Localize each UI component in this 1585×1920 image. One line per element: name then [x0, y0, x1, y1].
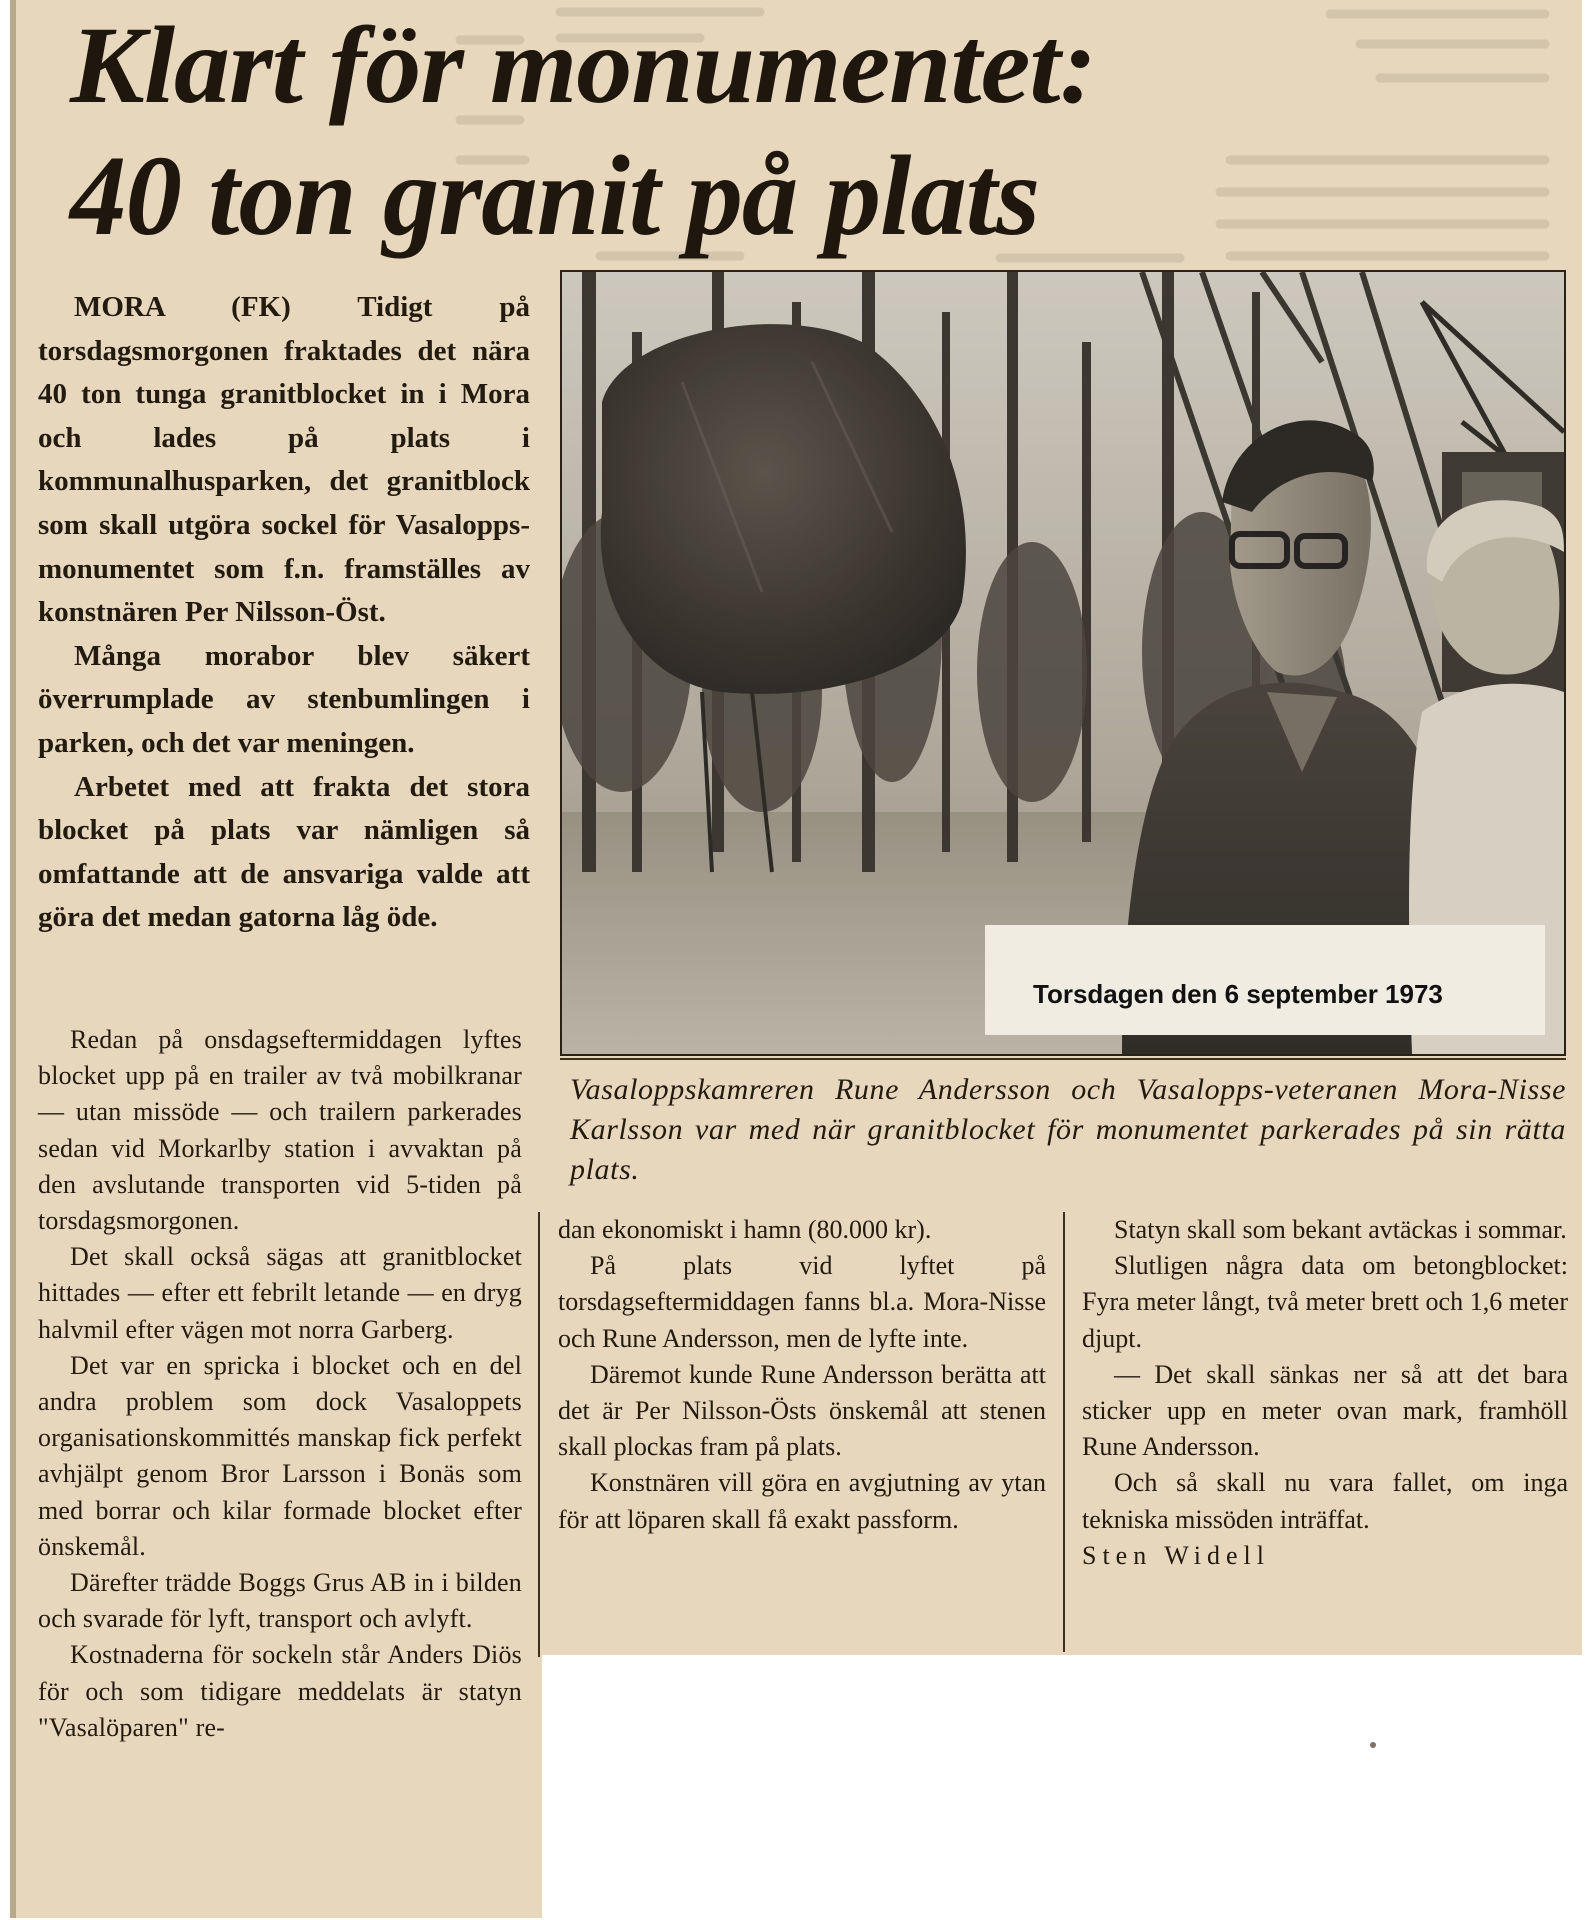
body-column-left: [38, 1022, 522, 1746]
headline-line-1: Klart för monumentet:: [70, 4, 1096, 126]
body-paragraph: På plats vid lyftet på torsdagseftermiddagen fanns bl.a. Mora-Nisse och Rune Andersson, men de lyfte inte.: [558, 1251, 1046, 1353]
body-paragraph: Redan på onsdagseftermiddagen lyftes blocket upp på en trailer av två mobilkranar — utan missöde — och trailern parkerades sedan vid Morkarlby station i avvaktan på den avslutande transporten vid 5-tiden på torsdagsmorgonen.: [38, 1025, 522, 1236]
body-paragraph: Statyn skall som bekant avtäckas i sommar.: [1114, 1215, 1567, 1244]
body-column-middle: [558, 1212, 1046, 1538]
body-paragraph: Därefter trädde Boggs Grus AB in i bilden och svarade för lyft, transport och avlyft.: [38, 1568, 522, 1634]
headline-line-2: 40 ton granit på plats: [70, 132, 1040, 259]
photo-date-label: [985, 925, 1545, 1035]
body-paragraph: Slutligen några data om betongblocket: Fyra meter långt, två meter brett och 1,6 meter djupt.: [1082, 1251, 1568, 1353]
body-paragraph: — Det skall sänkas ner så att det bara sticker upp en meter ovan mark, framhöll Rune Andersson.: [1082, 1359, 1568, 1462]
lead-paragraph: Många morabor blev säkert överrumplade av stenbumlingen i parken, och det var meningen.: [38, 639, 530, 759]
column-divider: [1063, 1212, 1065, 1652]
photo-bottom-rule: [560, 1058, 1566, 1060]
speck: [1370, 1742, 1376, 1748]
photo-date-text: Torsdagen den 6 september 1973: [1033, 979, 1443, 1009]
column-divider: [538, 1212, 540, 1657]
lead-column: [38, 286, 530, 940]
body-paragraph: Och så skall nu vara fallet, om inga tekniska missöden inträffat.: [1082, 1468, 1568, 1534]
body-paragraph: Det var en spricka i blocket och en del andra problem som dock Vasaloppets organisationskommittés manskap fick perfekt avhjälpt genom Bror Larsson i Bonäs som med borrar och kilar formade blocket efter önskemål.: [38, 1350, 522, 1561]
body-paragraph: Däremot kunde Rune Andersson berätta att det är Per Nilsson-Östs önskemål att stenen skall plockas fram på plats.: [558, 1359, 1046, 1462]
body-column-right: [1082, 1212, 1568, 1574]
body-paragraph: Konstnären vill göra en avgjutning av ytan för att löparen skall få exakt passform.: [558, 1468, 1046, 1534]
lead-paragraph: Arbetet med att frakta det stora blocket på plats var nämligen så omfattande att de ansvariga valde att göra det medan gatorna låg öde.: [38, 770, 530, 934]
lead-paragraph: MORA (FK) Tidigt på torsdagsmorgonen fraktades det nära 40 ton tunga granitblocket in i Mora och lades på plats i kommunalhusparken, det granitblock som skall utgöra sockel för Vasalopps-monumentet som f.n. framställes av konstnären Per Nilsson-Öst.: [38, 291, 530, 629]
body-paragraph: Kostnaderna för sockeln står Anders Diös för och som tidigare meddelats är statyn "Vasalöparen" re-: [38, 1640, 522, 1742]
byline: Sten Widell: [1082, 1540, 1270, 1570]
body-paragraph: dan ekonomiskt i hamn (80.000 kr).: [558, 1215, 932, 1244]
photo-caption: Vasaloppskamreren Rune Andersson och Vasalopps-veteranen Mora-Nisse Karlsson var med när granitblocket för monumentet parkerades på sin rätta plats.: [570, 1073, 1566, 1186]
body-paragraph: Det skall också sägas att granitblocket hittades — efter ett febrilt letande — en dryg halvmil efter vägen mot norra Garberg.: [38, 1242, 522, 1344]
